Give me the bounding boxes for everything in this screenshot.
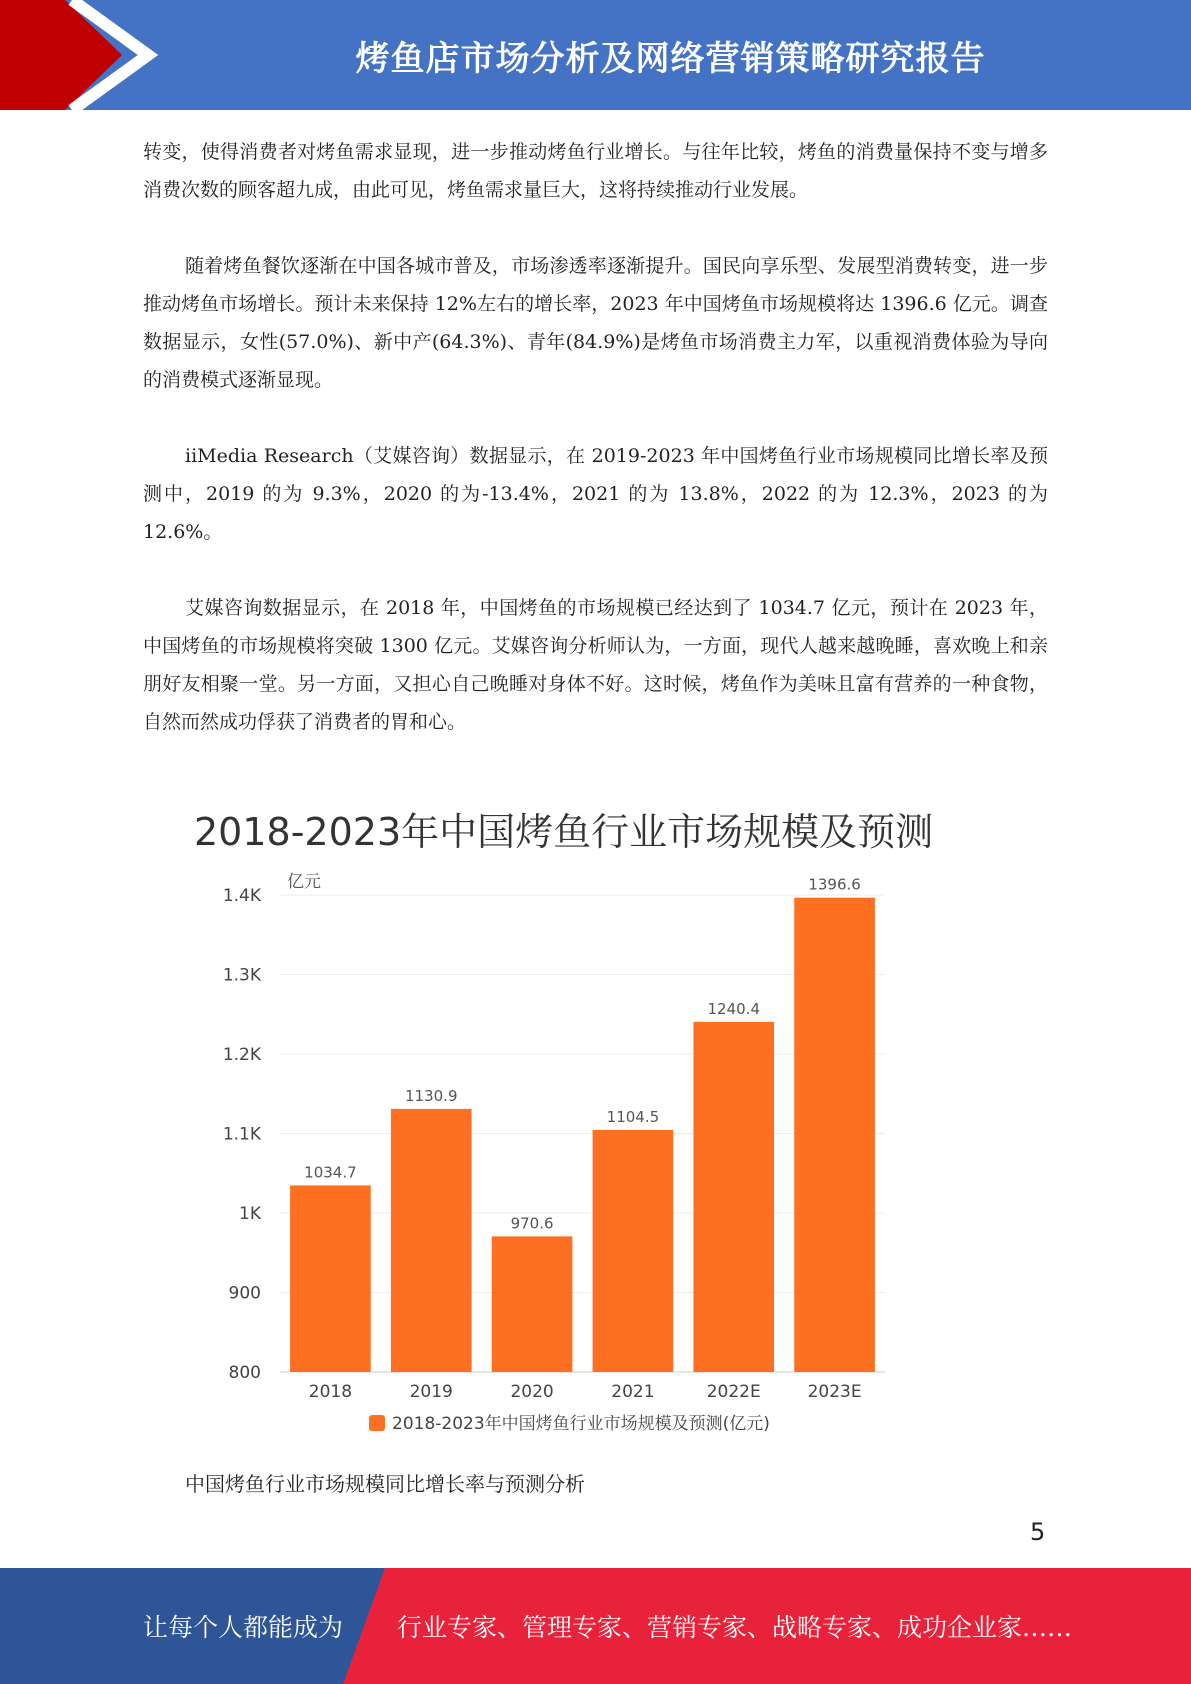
bar-2022e (693, 1022, 774, 1372)
page-header (0, 0, 1191, 110)
legend-swatch (369, 1415, 385, 1431)
x-tick-label: 2021 (611, 1382, 655, 1402)
footer-slogan-left: 让每个人都能成为 (143, 1613, 344, 1642)
y-axis-label: 亿元 (287, 872, 321, 892)
footer-slogan-right: 行业专家、管理专家、营销专家、战略专家、成功企业家…… (397, 1613, 1073, 1642)
bar-2019 (391, 1109, 472, 1372)
bar-2023e (794, 898, 875, 1372)
bar-2020 (492, 1236, 573, 1372)
bar-2021 (593, 1130, 674, 1372)
x-tick-label: 2018 (308, 1382, 353, 1402)
bar-value-label: 1130.9 (405, 1086, 458, 1105)
bar-value-label: 1034.7 (304, 1163, 357, 1182)
paragraph-4: 艾媒咨询数据显示，在 2018 年，中国烤鱼的市场规模已经达到了 1034.7 亿元，预计在 2023 年，中国烤鱼的市场规模将突破 1300 亿元。艾媒咨询分析师认为，一方面，现代人越来越晚睡，喜欢晚上和亲朋好友相聚一堂。另一方面，又担心自己晚睡对身体不好。这时候，烤鱼作为美味且富有营养的一种食物，自然而然成功俘获了消费者的胃和心。 (143, 597, 1048, 733)
y-tick-label: 1.4K (222, 886, 261, 906)
y-tick-label: 1K (239, 1204, 261, 1224)
page-title: 烤鱼店市场分析及网络营销策略研究报告 (355, 38, 986, 79)
chart-title: 2018-2023年中国烤鱼行业市场规模及预测 (194, 810, 934, 854)
bar-value-label: 1396.6 (808, 875, 861, 894)
x-tick-label: 2023E (807, 1382, 862, 1402)
y-tick-label: 800 (228, 1363, 261, 1383)
x-tick-label: 2022E (706, 1382, 761, 1402)
paragraph-1: 转变，使得消费者对烤鱼需求显现，进一步推动烤鱼行业增长。与往年比较，烤鱼的消费量保持不变与增多消费次数的顾客超九成，由此可见，烤鱼需求量巨大，这将持续推动行业发展。 (143, 141, 1048, 201)
page-number: 5 (1030, 1518, 1046, 1546)
market-size-chart (180, 795, 980, 1445)
x-tick-label: 2019 (409, 1382, 453, 1402)
chart-canvas (180, 795, 980, 1445)
bar-value-label: 1240.4 (707, 999, 760, 1018)
body-content (143, 133, 1048, 779)
bar-value-label: 970.6 (510, 1214, 554, 1233)
header-arrow-decoration (0, 0, 160, 110)
paragraph-2: 随着烤鱼餐饮逐渐在中国各城市普及，市场渗透率逐渐提升。国民向享乐型、发展型消费转变，进一步推动烤鱼市场增长。预计未来保持 12%左右的增长率，2023 年中国烤鱼市场规模将达 1396.6 亿元。调查数据显示，女性(57.0%)、新中产(64.3%)、青年(84.9%)是烤鱼市场消费主力军，以重视消费体验为导向的消费模式逐渐显现。 (143, 255, 1048, 391)
x-tick-label: 2020 (510, 1382, 554, 1402)
y-tick-label: 1.2K (222, 1045, 261, 1065)
bar-2018 (290, 1185, 371, 1372)
y-tick-label: 1.3K (222, 965, 261, 986)
y-tick-label: 900 (228, 1283, 261, 1304)
y-tick-label: 1.1K (222, 1124, 261, 1145)
paragraph-3: iiMedia Research（艾媒咨询）数据显示，在 2019-2023 年中国烤鱼行业市场规模同比增长率及预测中，2019 的为 9.3%，2020 的为-13.4%，2021 的为 13.8%，2022 的为 12.3%，2023 的为 12.6%。 (143, 445, 1048, 543)
bar-value-label: 1104.5 (606, 1107, 660, 1126)
page-footer (0, 1568, 1191, 1684)
chart-caption: 中国烤鱼行业市场规模同比增长率与预测分析 (185, 1472, 585, 1496)
legend-label: 2018-2023年中国烤鱼行业市场规模及预测(亿元) (392, 1414, 770, 1434)
